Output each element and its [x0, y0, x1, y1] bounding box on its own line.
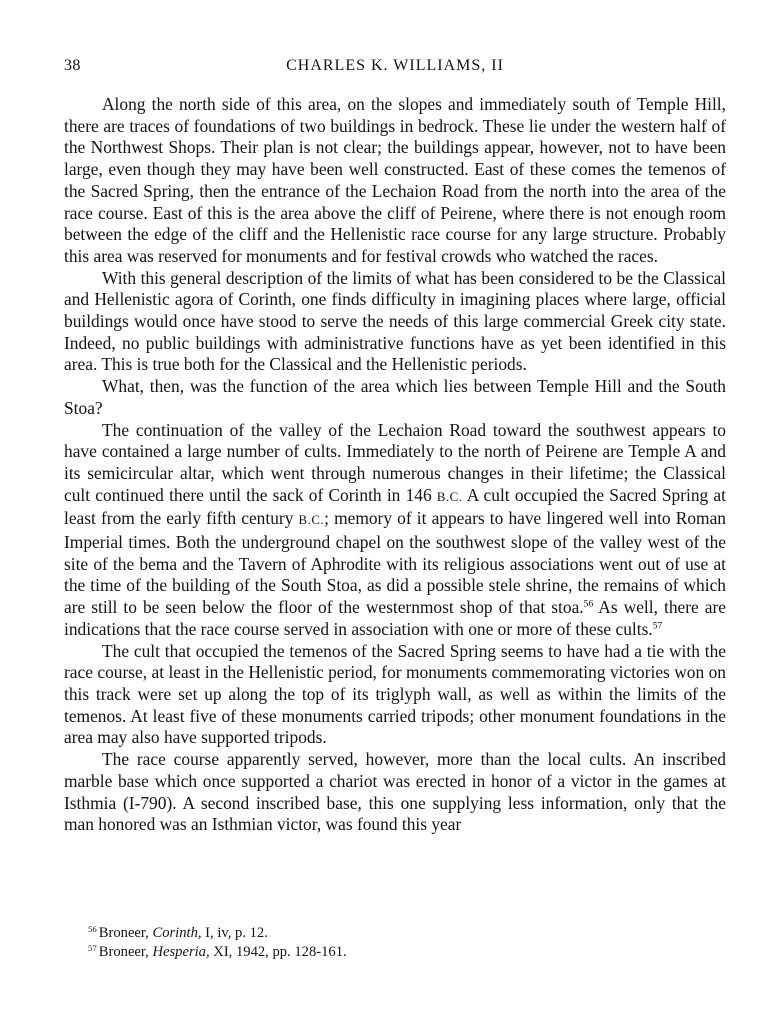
page-number: 38 — [64, 57, 81, 74]
body-text — [64, 94, 726, 836]
footnote-number: 56 — [88, 924, 97, 935]
text-segment: The continuation of the valley of the Lechaion Road toward the southwest appears to have contained a large number of cults. Immediately to the north of Peirene are Temple A and its semicircular altar, which went through numerous changes in their lifetime; the Classical cult continued there until the sack of Corinth in 146 — [64, 419, 726, 505]
footnote-ref-57[interactable]: 57 — [652, 620, 663, 632]
footnote-ref-56[interactable]: 56 — [583, 598, 594, 610]
paragraph: The cult that occupied the temenos of the Sacred Spring seems to have had a tie with the race course, at least in the Hellenistic period, for monuments commemorating victories won on this track were set up along the top of its triglyph wall, as well as within the limits of the temenos. At least five of these monuments carried tripods; other monument foundations in the area may also have supported tripods. — [64, 640, 726, 748]
paragraph: What, then, was the function of the area which lies between Temple Hill and the South Stoa? — [64, 376, 726, 418]
text-segment: ; memory of it appears to have lingered well into Roman Imperial times. Both the underground chapel on the southwest slope of the valley west of the site of the bema and the Tavern of Aphrodite with its religious associations went out of use at the time of the building of the South Stoa, as did a possible stele shrine, the remains of which are still to be seen below the floor of the westernmost shop of that stoa. — [64, 508, 726, 618]
footnote-details: I, iv, p. 12. — [201, 925, 268, 941]
footnote-author: Broneer, — [98, 944, 153, 960]
footnotes — [88, 924, 726, 962]
text-segment: A cult occupied the Sacred Spring at least from the early fifth century — [64, 484, 726, 529]
paragraph: With this general description of the limits of what has been considered to be the Classical and Hellenistic agora of Corinth, one finds difficulty in imagining places where large, official buildings would once have stood to serve the needs of this large commercial Greek city state. Indeed, no public buildings with administrative functions have as yet been identified in this area. This is true both for the Classical and the Hellenistic periods. — [64, 267, 726, 375]
era-abbreviation: B.C. — [436, 489, 463, 504]
footnote-number: 57 — [88, 943, 97, 954]
page-header — [64, 57, 726, 79]
paragraph: The race course apparently served, however, more than the local cults. An inscribed marble base which once supported a chariot was erected in honor of a victor in the games at Isthmia (I-790). A second inscribed base, this one supplying less information, only that the man honored was an Isthmian victor, was found this year — [64, 749, 726, 835]
footnote-work: Hesperia, — [152, 944, 210, 960]
paragraph: Along the north side of this area, on the slopes and immediately south of Temple Hill, there are traces of foundations of two buildings in bedrock. These lie under the western half of the Northwest Shops. Their plan is not clear; the buildings appear, however, not to have been large, even though they may have been well constructed. East of these comes the temenos of the Sacred Spring, then the entrance of the Lechaion Road from the north into the area of the race course. East of this is the area above the cliff of Peirene, where there is not enough room between the edge of the cliff and the Hellenistic race course for any large structure. Probably this area was reserved for monuments and for festival crowds who watched the races. — [64, 94, 726, 266]
running-head: CHARLES K. WILLIAMS, II — [286, 57, 504, 74]
footnote-details: XI, 1942, pp. 128-161. — [209, 944, 347, 960]
footnote-work: Corinth, — [152, 925, 202, 941]
footnote-56 — [88, 924, 726, 943]
era-abbreviation: B.C. — [298, 513, 325, 528]
footnote-author: Broneer, — [98, 925, 153, 941]
text-segment: As well, there are indications that the race course served in association with one or more of these cults. — [64, 597, 727, 639]
footnote-57 — [88, 943, 726, 962]
paragraph-cults — [64, 420, 726, 641]
